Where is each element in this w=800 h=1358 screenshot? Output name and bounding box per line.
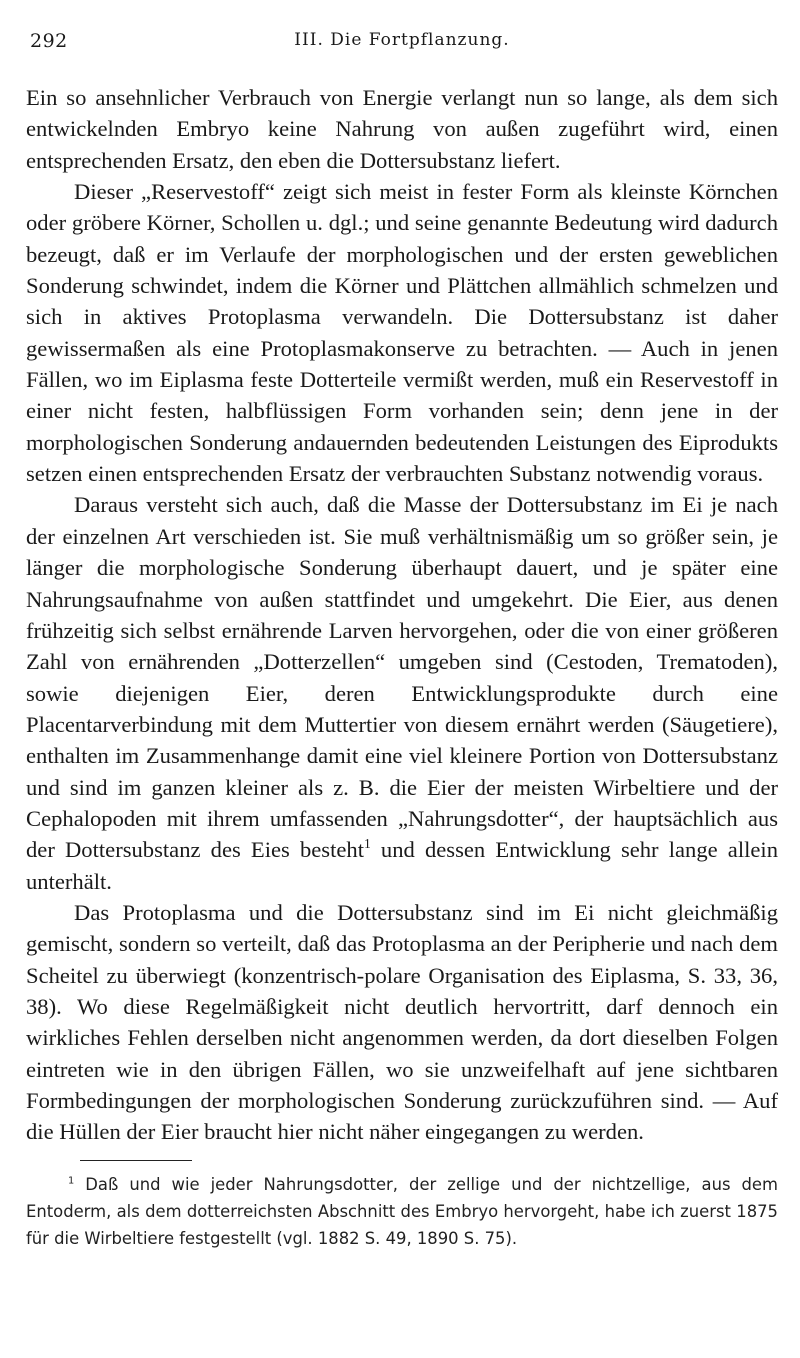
footnote-text: Daß und wie jeder Nahrungsdotter, der zellige und der nichtzellige, aus dem Entoderm, als dem dotterreichsten Abschnitt des Embryo hervorgeht, habe ich zuerst 1875 für die Wirbeltiere festgestellt (vgl. 1882 S. 49, 1890 S. 75). (26, 1174, 778, 1248)
paragraph-3-text: Daraus versteht sich auch, daß die Masse der Dottersubstanz im Ei je nach der einzelnen Art verschieden ist. Sie muß verhältnismäßig um so größer sein, je länger die morphologische Sonderung überhaupt dauert, und je später eine Nahrungsaufnahme von außen stattfindet und umgekehrt. Die Eier, aus denen frühzeitig sich selbst ernährende Larven hervorgehen, oder die von einer größeren Zahl von ernährenden „Dotterzellen“ umgeben sind (Cestoden, Trematoden), sowie diejenigen Eier, deren Entwicklungsprodukte durch eine Placentarverbindung mit dem Muttertier von diesem ernährt werden (Säugetiere), enthalten im Zusammenhange damit eine viel kleinere Portion von Dottersubstanz und sind im ganzen kleiner als z. B. die Eier der meisten Wirbeltiere und der Cephalopoden mit ihrem umfassenden „Nahrungsdotter“, der hauptsächlich aus der Dottersubstanz des Eies besteht (26, 492, 778, 863)
paragraph-2: Dieser „Reservestoff“ zeigt sich meist in fester Form als kleinste Körnchen oder gröbere Körner, Schollen u. dgl.; und seine genannte Bedeutung wird dadurch bezeugt, daß er im Verlaufe der morphologischen und der ersten geweblichen Sonderung schwindet, indem die Körner und Plättchen allmählich schmelzen und sich in aktives Protoplasma verwandeln. Die Dottersubstanz ist daher gewissermaßen als eine Protoplasmakonserve zu betrachten. — Auch in jenen Fällen, wo im Eiplasma feste Dotterteile vermißt werden, muß ein Reservestoff in einer nicht festen, halbflüssigen Form vorhanden sein; denn jene in der morphologischen Sonderung andauernden bedeutenden Leistungen des Eiprodukts setzen einen entsprechenden Ersatz der verbrauchten Substanz notwendig voraus. (26, 179, 778, 487)
body-text (26, 82, 778, 1148)
footnote-divider (80, 1160, 192, 1161)
footnote-marker: 1 (68, 1175, 75, 1187)
chapter-title: III. Die Fortpflanzung. (294, 30, 510, 50)
page-number: 292 (30, 30, 68, 52)
paragraph-4: Das Protoplasma und die Dottersubstanz sind im Ei nicht gleichmäßig gemischt, sondern so verteilt, daß das Protoplasma an der Peripherie und nach dem Scheitel zu überwiegt (konzentrisch-polare Organisation des Eiplasma, S. 33, 36, 38). Wo diese Regelmäßigkeit nicht deutlich hervortritt, darf dennoch ein wirkliches Fehlen derselben nicht angenommen werden, da dort dieselben Folgen eintreten wie in den übrigen Fällen, wo sie unzweifelhaft auf jene sichtbaren Formbedingungen der morphologischen Sonderung zurückzuführen sind. — Auf die Hüllen der Eier braucht hier nicht näher eingegangen zu werden. (26, 899, 778, 1145)
paragraph-3 (26, 489, 778, 896)
book-page (26, 30, 778, 1252)
footnote-reference: 1 (363, 836, 371, 852)
running-header (26, 30, 778, 62)
paragraph-1: Ein so ansehnlicher Verbrauch von Energie verlangt nun so lange, als dem sich entwickelnden Embryo keine Nahrung von außen zugeführt wird, einen entsprechenden Ersatz, den eben die Dottersubstanz liefert. (26, 85, 778, 173)
paragraph-3-tail: und dessen Entwicklung sehr lange allein unterhält. (26, 837, 778, 894)
footnote (26, 1171, 778, 1252)
